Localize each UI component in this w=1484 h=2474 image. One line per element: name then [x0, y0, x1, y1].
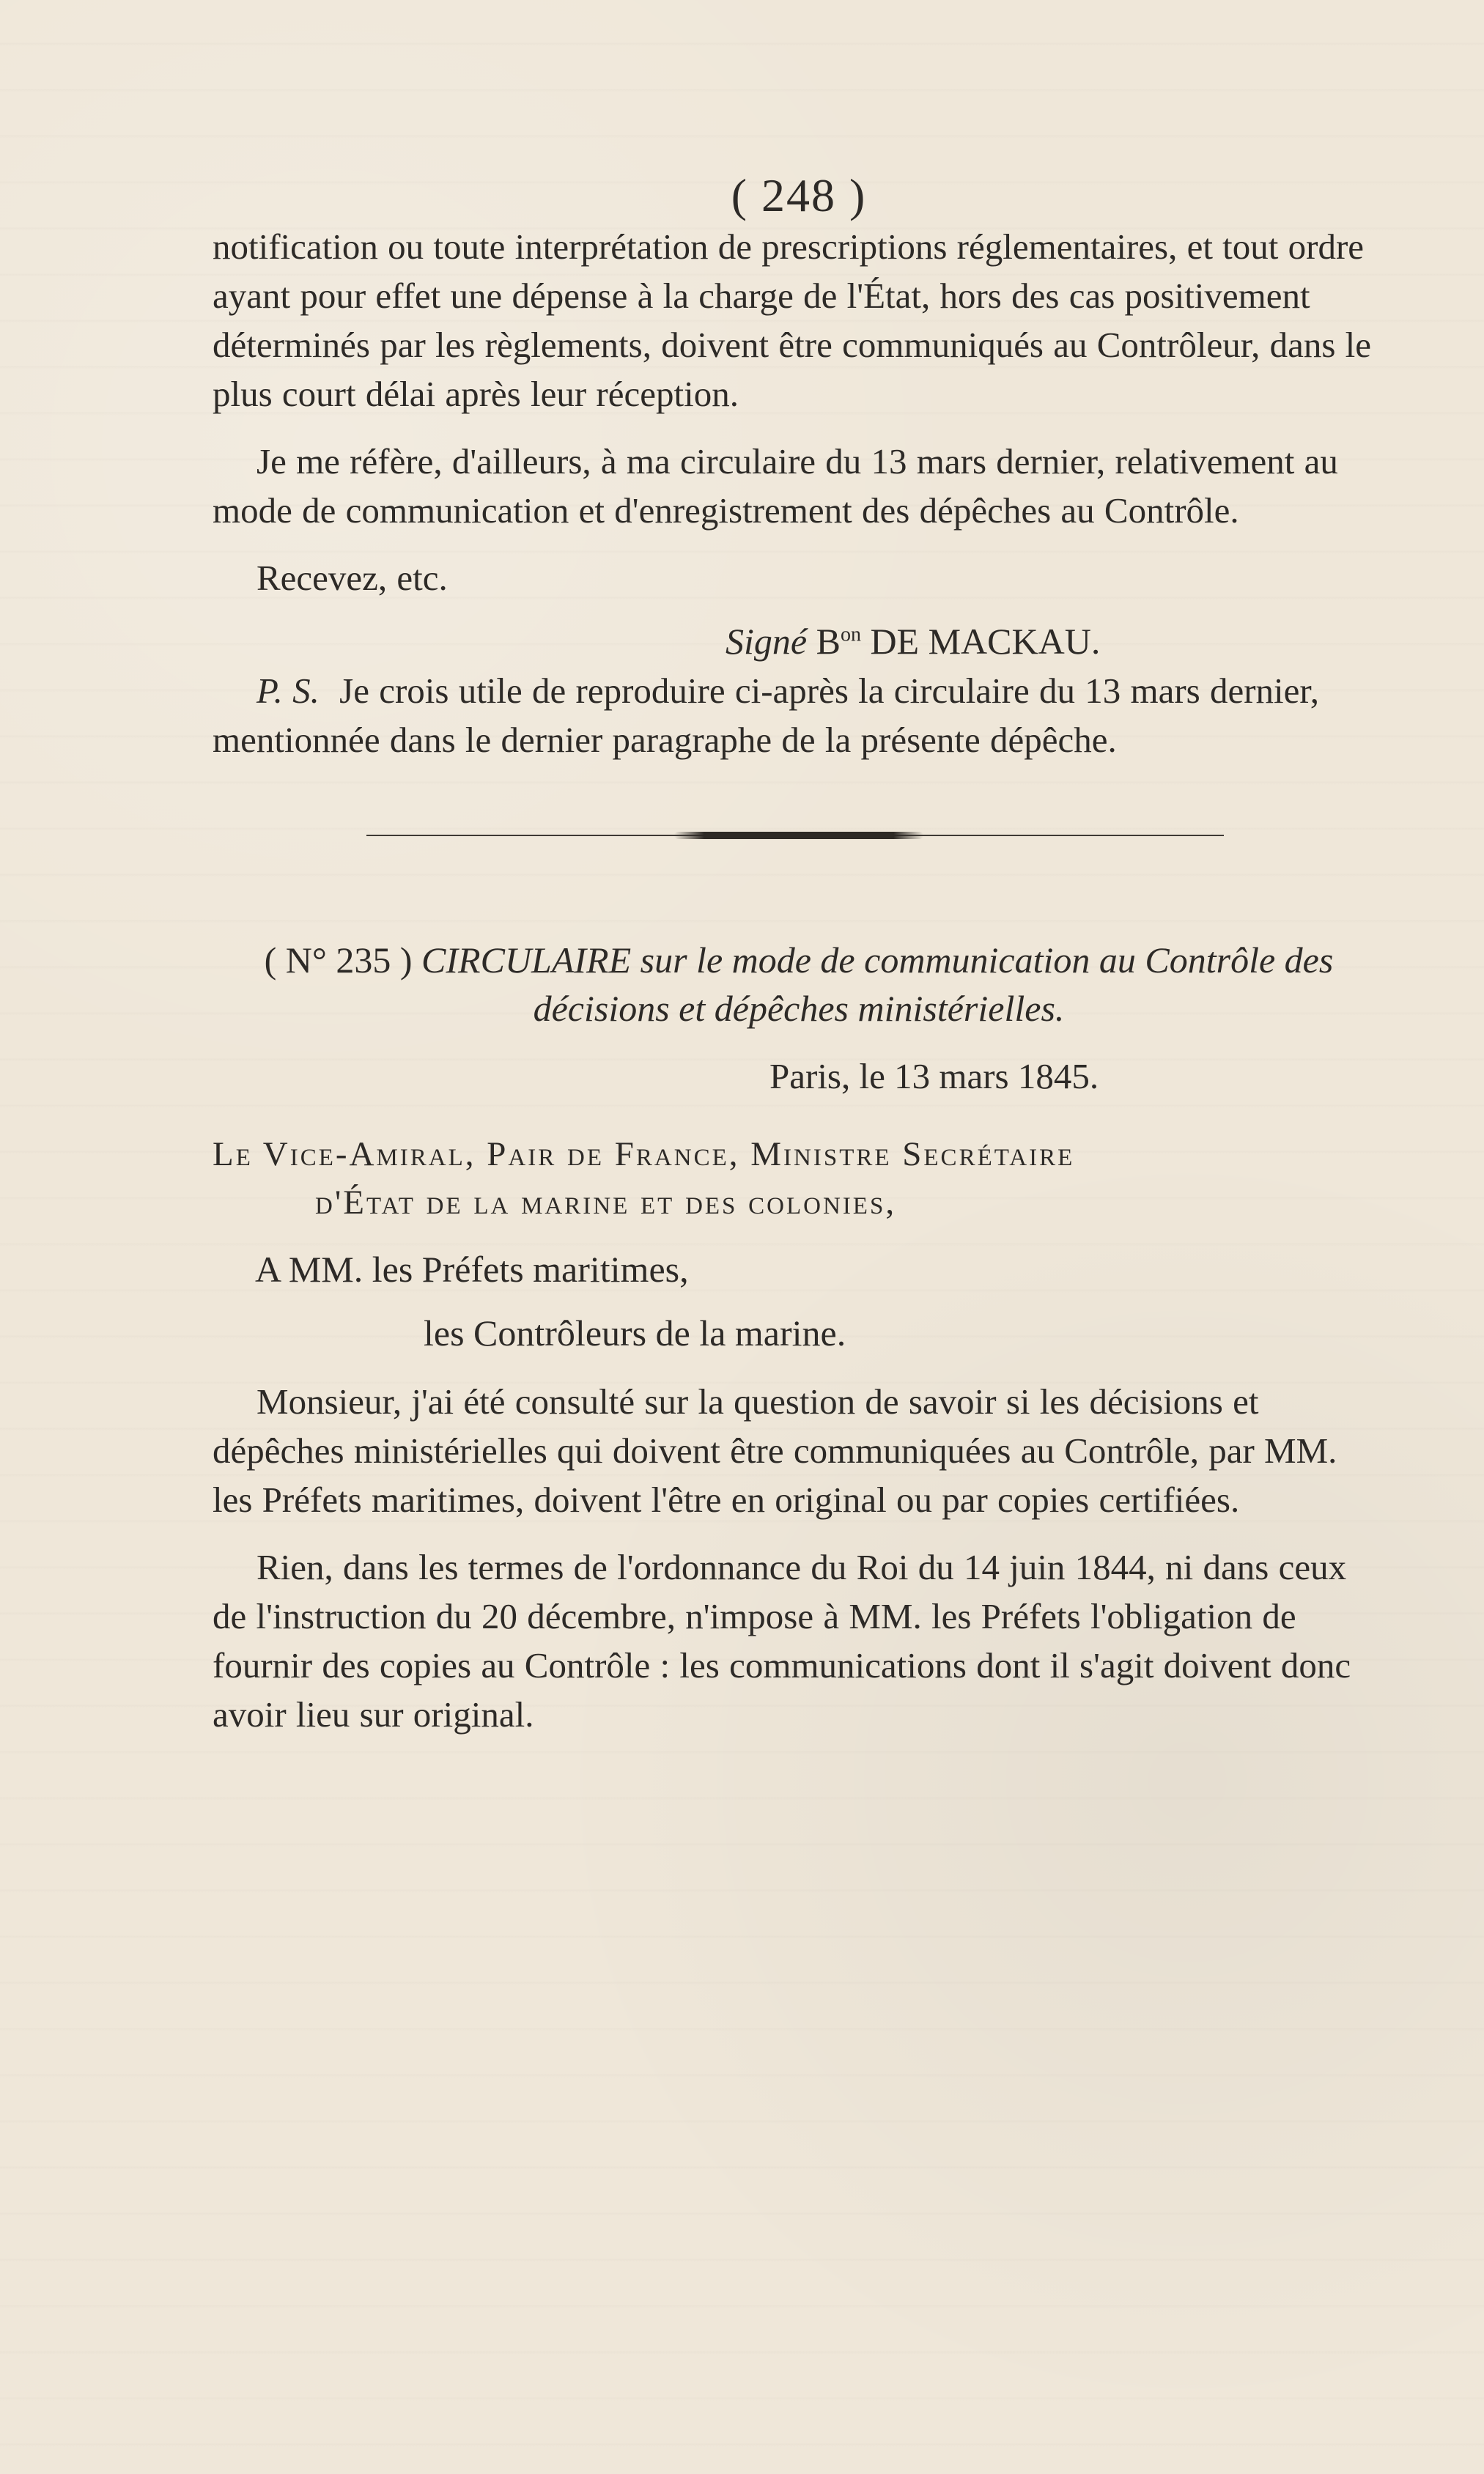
- page-content: [213, 169, 1385, 1739]
- postscript-label: P. S.: [256, 671, 320, 711]
- opening-paragraph: notification ou toute interprétation de prescriptions réglementaires, et tout ordre ayant pour effet une dépense à la charge de l'État, hors des cas positivement déterminés par les règlements, doivent être communiqués au Contrôleur, dans le plus court délai après leur réception.: [213, 226, 1372, 414]
- issuer-line-1: Le Vice-Amiral, Pair de France, Ministre Secrétaire: [213, 1135, 1075, 1173]
- circular-number: ( N° 235 ): [264, 939, 413, 981]
- postscript-paragraph: [213, 666, 1385, 764]
- spacer-1: [213, 418, 1385, 437]
- signature-name: DE MACKAU.: [870, 621, 1101, 662]
- postscript-text: Je crois utile de reproduire ci-après la circulaire du 13 mars dernier, mentionnée dans le dernier paragraphe de la présente dépêche.: [213, 671, 1320, 760]
- signature-title-superscript: on: [840, 623, 861, 646]
- circular-title: CIRCULAIRE sur le mode de communication au Contrôle des décisions et dépêches ministérielles.: [421, 939, 1334, 1029]
- issuer-line-2: d'État de la marine et des colonies,: [315, 1184, 897, 1222]
- signature-title: B: [816, 621, 841, 662]
- address-line-2: les Contrôleurs de la marine.: [424, 1312, 846, 1354]
- spacer-3: [213, 1524, 1385, 1543]
- reference-paragraph: Je me réfère, d'ailleurs, à ma circulaire du 13 mars dernier, relativement au mode de communication et d'enregistrement des dépêches au Contrôle.: [213, 441, 1338, 531]
- circular-paragraph-2: Rien, dans les termes de l'ordonnance du Roi du 14 juin 1844, ni dans ceux de l'instruction du 20 décembre, n'impose à MM. les Préfets l'obligation de fournir des copies au Contrôle : les communications dont il s'agit doivent donc avoir lieu sur original.: [213, 1547, 1351, 1735]
- circular-date: Paris, le 13 mars 1845.: [769, 1056, 1099, 1096]
- address-line-1: A MM. les Préfets maritimes,: [255, 1249, 689, 1290]
- spacer-2: [213, 535, 1385, 553]
- signature-prefix: Signé: [726, 621, 808, 662]
- circular-heading: [213, 936, 1385, 1033]
- closing-line: Recevez, etc.: [256, 558, 448, 598]
- section-divider: [366, 829, 1224, 842]
- page-number: ( 248 ): [731, 169, 867, 221]
- circular-paragraph-1: Monsieur, j'ai été consulté sur la question de savoir si les décisions et dépêches ministérielles qui doivent être communiquées au Contrôle, par MM. les Préfets maritimes, doivent l'être en original ou par copies certifiées.: [213, 1381, 1337, 1520]
- divider-ornament: [674, 832, 923, 839]
- signature-line: [726, 617, 1385, 666]
